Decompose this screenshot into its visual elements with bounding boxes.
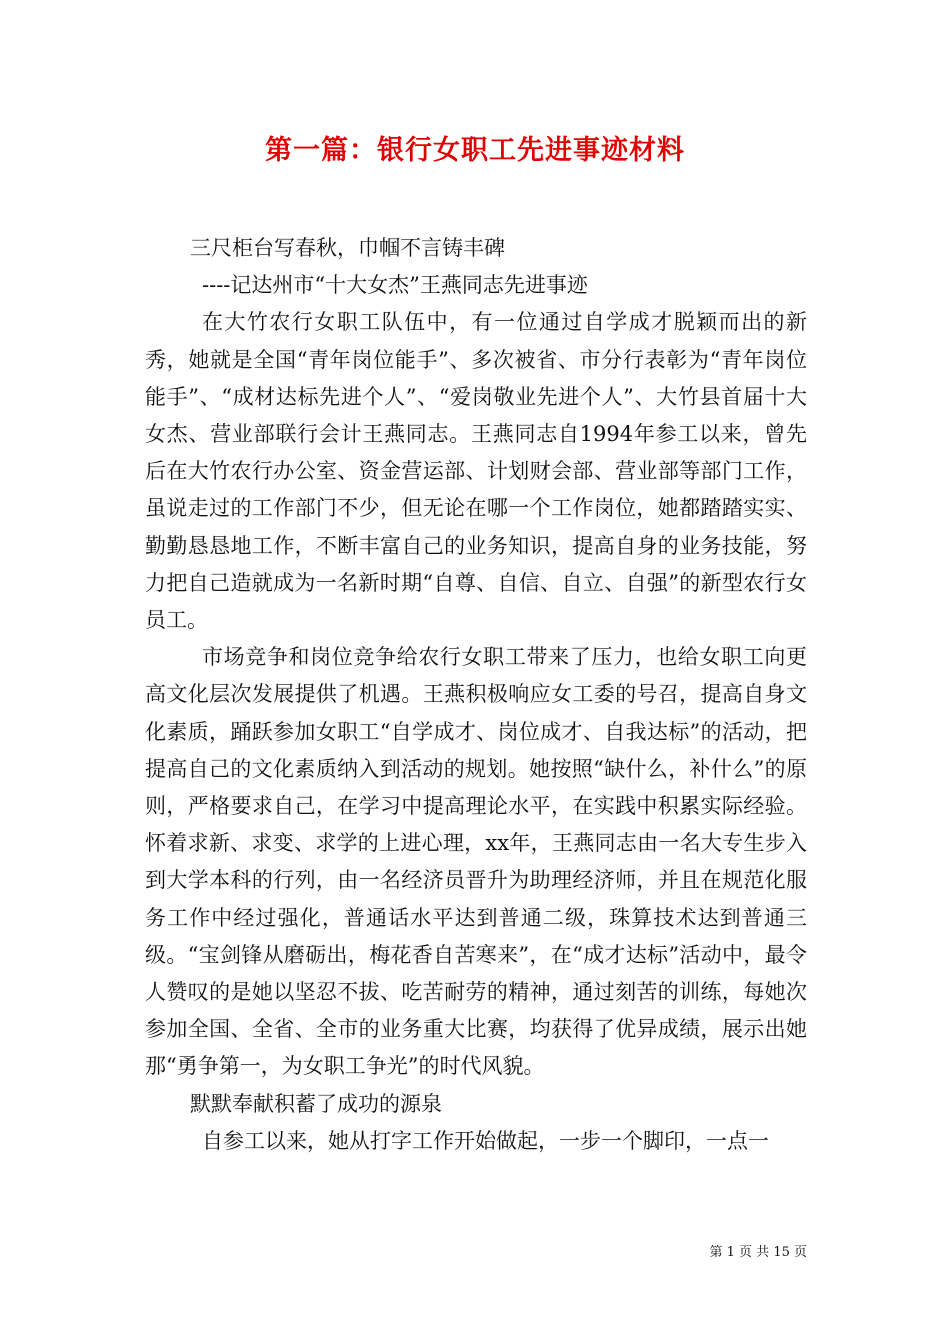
paragraph: 在大竹农行女职工队伍中，有一位通过自学成才脱颖而出的新秀，她就是全国“青年岗位能手”、多次被省、市分行表彰为“青年岗位能手”、“成材达标先进个人”、“爱岗敬业先进个人”、大竹县首届十大女杰、营业部联行会计王燕同志。王燕同志自1994年参工以来，曾先后在大竹农行办公室、资金营运部、计划财会部、营业部等部门工作，虽说走过的工作部门不少，但无论在哪一个工作岗位，她都踏踏实实、勤勤恳恳地工作，不断丰富自己的业务知识，提高自身的业务技能，努力把自己造就成为一名新时期“自尊、自信、自立、自强”的新型农行女员工。	[145, 310, 807, 633]
section-heading: 默默奉献积蓄了成功的源泉	[190, 1091, 442, 1116]
document-body	[145, 230, 807, 1160]
document-title: 第一篇：银行女职工先进事迹材料	[265, 135, 685, 166]
paragraph: 市场竞争和岗位竞争给农行女职工带来了压力，也给女职工向更高文化层次发展提供了机遇。王燕积极响应女工委的号召，提高自身文化素质，踊跃参加女职工“自学成才、岗位成才、自我达标”的活动，把提高自己的文化素质纳入到活动的规划。她按照“缺什么，补什么”的原则，严格要求自己，在学习中提高理论水平，在实践中积累实际经验。怀着求新、求变、求学的上进心理，xx年，王燕同志由一名大专生步入到大学本科的行列，由一名经济员晋升为助理经济师，并且在规范化服务工作中经过强化，普通话水平达到普通二级，珠算技术达到普通三级。“宝剑锋从磨砺出，梅花香自苦寒来”，在“成才达标”活动中，最令人赞叹的是她以坚忍不拔、吃苦耐劳的精神，通过刻苦的训练，每她次参加全国、全省、全市的业务重大比赛，均获得了优异成绩，展示出她那“勇争第一，为女职工争光”的时代风貌。	[145, 645, 807, 1079]
paragraph: 自参工以来，她从打字工作开始做起，一步一个脚印，一点一	[202, 1128, 769, 1153]
article-subtitle: 三尺柜台写春秋，巾帼不言铸丰碑	[190, 236, 505, 260]
article-byline: ----记达州市“十大女杰”王燕同志先进事迹	[202, 273, 588, 298]
page-indicator: 第 1 页 共 15 页	[709, 1245, 807, 1260]
